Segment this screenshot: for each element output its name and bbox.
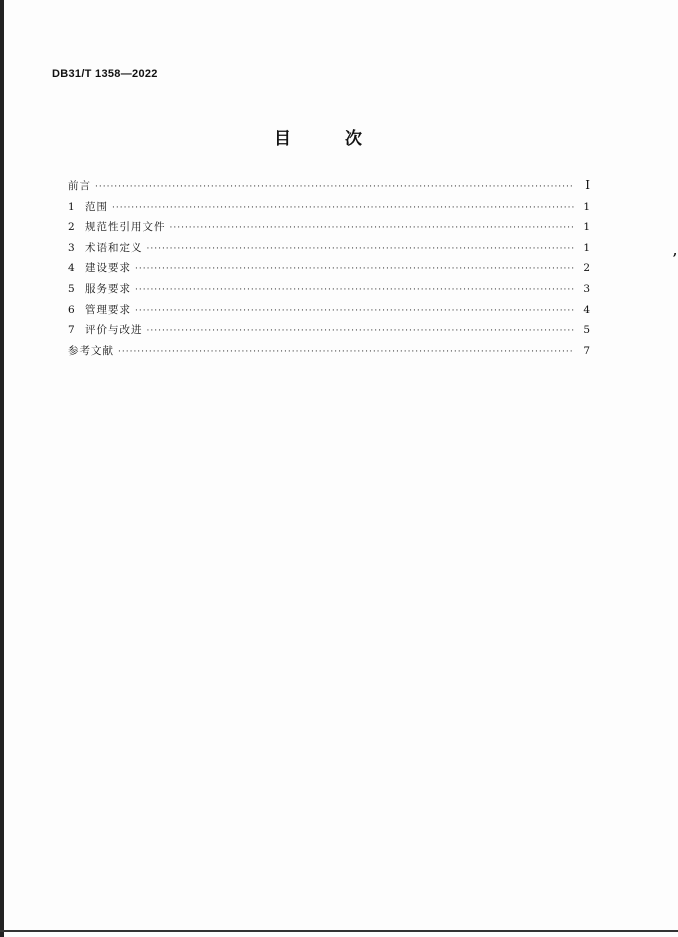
toc-entry-number: 6 xyxy=(68,303,75,316)
standard-code: DB31/T 1358—2022 xyxy=(52,68,158,80)
table-of-contents xyxy=(68,178,590,363)
toc-leader-dots xyxy=(112,203,574,213)
toc-entry-number: 1 xyxy=(68,200,75,213)
toc-entry-1[interactable] xyxy=(68,199,590,220)
toc-entry-number: 2 xyxy=(68,221,75,234)
toc-entry-references[interactable] xyxy=(68,343,590,364)
toc-entry-page: 4 xyxy=(583,303,590,316)
toc-entry-number: 4 xyxy=(68,262,75,275)
toc-leader-dots xyxy=(135,306,574,316)
toc-entry-page: 1 xyxy=(583,241,590,254)
toc-entry-label: 管理要求 xyxy=(85,303,131,316)
toc-entry-page: 5 xyxy=(583,324,590,337)
toc-entry-label: 规范性引用文件 xyxy=(85,221,166,234)
toc-leader-dots xyxy=(170,223,575,233)
toc-entry-3[interactable] xyxy=(68,240,590,261)
toc-entry-7[interactable] xyxy=(68,322,590,343)
toc-entry-page: 1 xyxy=(583,200,590,213)
toc-entry-label: 参考文献 xyxy=(68,344,114,357)
toc-entry-6[interactable] xyxy=(68,302,590,323)
toc-leader-dots xyxy=(147,326,575,336)
scan-edge-bottom xyxy=(0,930,678,932)
toc-entry-preface[interactable] xyxy=(68,178,590,199)
toc-entry-5[interactable] xyxy=(68,281,590,302)
toc-entry-page: 2 xyxy=(583,262,590,275)
toc-entry-label: 范围 xyxy=(85,200,108,213)
toc-leader-dots xyxy=(118,347,574,357)
toc-entry-page: I xyxy=(585,178,590,192)
toc-entry-page: 7 xyxy=(583,344,590,357)
stray-scan-mark: , xyxy=(673,244,678,258)
toc-entry-label: 服务要求 xyxy=(85,282,131,295)
toc-entry-page: 1 xyxy=(583,221,590,234)
toc-entry-2[interactable] xyxy=(68,219,590,240)
toc-entry-label: 评价与改进 xyxy=(85,324,143,337)
toc-leader-dots xyxy=(147,244,575,254)
toc-leader-dots xyxy=(95,182,574,192)
toc-entry-label: 术语和定义 xyxy=(85,241,143,254)
toc-entry-number: 7 xyxy=(68,324,75,337)
toc-entry-number: 5 xyxy=(68,282,75,295)
toc-leader-dots xyxy=(135,285,574,295)
toc-entry-label: 建设要求 xyxy=(85,262,131,275)
toc-title: 目 次 xyxy=(274,129,386,149)
toc-entry-label: 前言 xyxy=(68,180,91,192)
toc-entry-4[interactable] xyxy=(68,260,590,281)
toc-leader-dots xyxy=(135,264,574,274)
toc-entry-number: 3 xyxy=(68,241,75,254)
toc-entry-page: 3 xyxy=(583,282,590,295)
